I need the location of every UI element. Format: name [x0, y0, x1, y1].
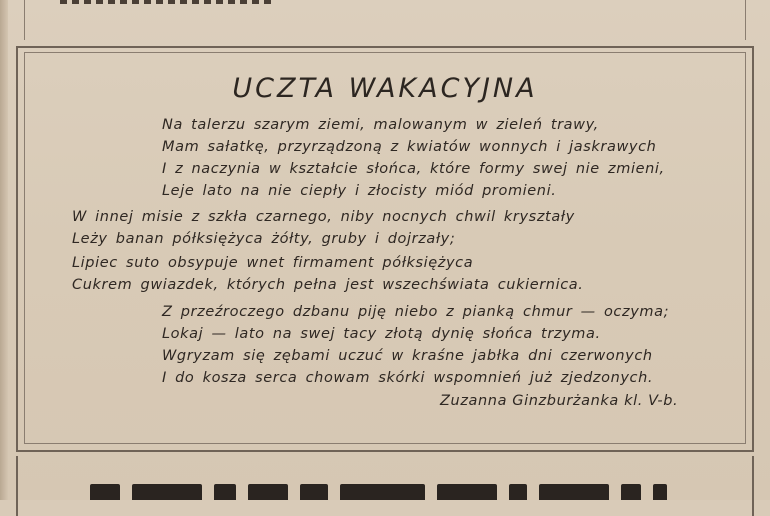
poem-line: Cukrem gwiazdek, których pełna jest wszechświata cukiernica. [72, 277, 584, 293]
poem-line: Lokaj — lato na swej tacy złotą dynię słońca trzyma. [162, 326, 601, 342]
poem-line: Mam sałatkę, przyrządzoną z kwiatów wonnych i jaskrawych [162, 139, 657, 155]
poem-line: Z przeźroczego dzbanu piję niebo z pianką chmur — oczyma; [162, 304, 670, 320]
poem-line: Na talerzu szarym ziemi, malowanym w zieleń trawy, [162, 117, 599, 133]
poem-title: UCZTA WAKACYJNA [232, 73, 538, 104]
cut-off-text-top [60, 0, 300, 4]
poem-author-signature: Zuzanna Ginzburżanka kl. V-b. [440, 393, 679, 409]
poem-line: I do kosza serca chowam skórki wspomnień już zjedzonych. [162, 370, 654, 386]
poem-line: W innej misie z szkła czarnego, niby nocnych chwil kryształy [72, 209, 575, 225]
poem-line: Leży banan półksiężyca żółty, gruby i dojrzały; [72, 231, 456, 247]
upper-frame-fragment [24, 0, 746, 40]
poem-line: Wgryzam się zębami uczuć w kraśne jabłka dni czerwonych [162, 348, 653, 364]
cut-off-heading-bottom [90, 484, 710, 500]
poem-line: Lipiec suto obsypuje wnet firmament półksiężyca [72, 255, 474, 271]
poem-line: Leje lato na nie ciepły i złocisty miód promieni. [162, 183, 557, 199]
poem-line: I z naczynia w kształcie słońca, które formy swej nie zmieni, [162, 161, 665, 177]
